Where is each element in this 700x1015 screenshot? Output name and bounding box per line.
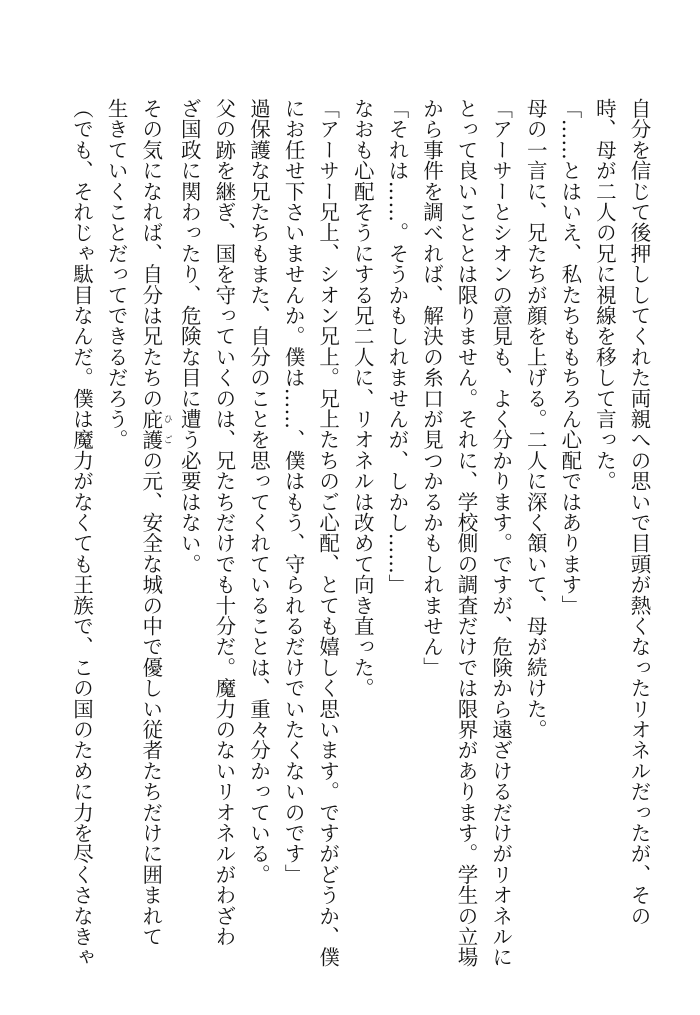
text-line: 時、母が二人の兄に視線を移して言った。	[592, 98, 617, 492]
ruby-base: 庇護	[138, 408, 163, 450]
text-line: にお任せ下さいませんか。僕は……、僕はもう、守られるだけでいたくないのです」	[281, 98, 306, 885]
text-line: 生きていくことだってできるだろう。	[104, 98, 129, 450]
ruby-word	[138, 408, 172, 450]
text-line: 過保護な兄たちもまた、自分のことを思ってくれていることは、重々分かっている。	[246, 98, 271, 885]
text-line-with-ruby	[133, 98, 172, 968]
text-segment: の元、安全な城の中で優しい従者たちだけに囲まれて	[138, 449, 163, 947]
vertical-text-block	[64, 98, 656, 968]
ruby-reading: ひご	[161, 408, 172, 450]
text-line: 母の一言に、兄たちが顔を上げる。二人に深く頷いて、母が続けた。	[523, 98, 548, 740]
text-line: なおも心配そうにする兄二人に、リオネルは改めて向き直った。	[350, 98, 375, 699]
text-line: 「……とはいえ、私たちももちろん心配ではあります」	[557, 98, 582, 616]
text-segment: その気になれば、自分は兄たちの	[138, 98, 163, 409]
text-line: 「アーサー兄上、シオン兄上。兄上たちのご心配、とても嬉しく思います。ですがどうか、僕	[315, 98, 340, 968]
text-line: 自分を信じて後押ししてくれた両親への思いで目頭が熱くなったリオネルだったが、その	[627, 98, 651, 926]
text-line: 「それは……。そうかもしれませんが、しかし……」	[384, 98, 409, 595]
text-line: 「アーサーとシオンの意見も、よく分かります。ですが、危険から遠ざけるだけがリオネルに	[488, 98, 513, 968]
text-line: から事件を調べれば、解決の糸口が見つかるかもしれません」	[419, 98, 444, 678]
text-line: とって良いこととは限りません。それに、学校側の調査だけでは限界があります。学生の立場	[454, 98, 479, 968]
text-line: 父の跡を継ぎ、国を守っていくのは、兄たちだけでも十分だ。魔力のないリオネルがわざわ	[211, 98, 236, 947]
text-line: ざ国政に関わったり、危険な目に遭う必要はない。	[177, 98, 202, 575]
text-line: （でも、それじゃ駄目なんだ。僕は魔力がなくても王族で、この国のために力を尽くさなきゃ	[69, 98, 94, 968]
